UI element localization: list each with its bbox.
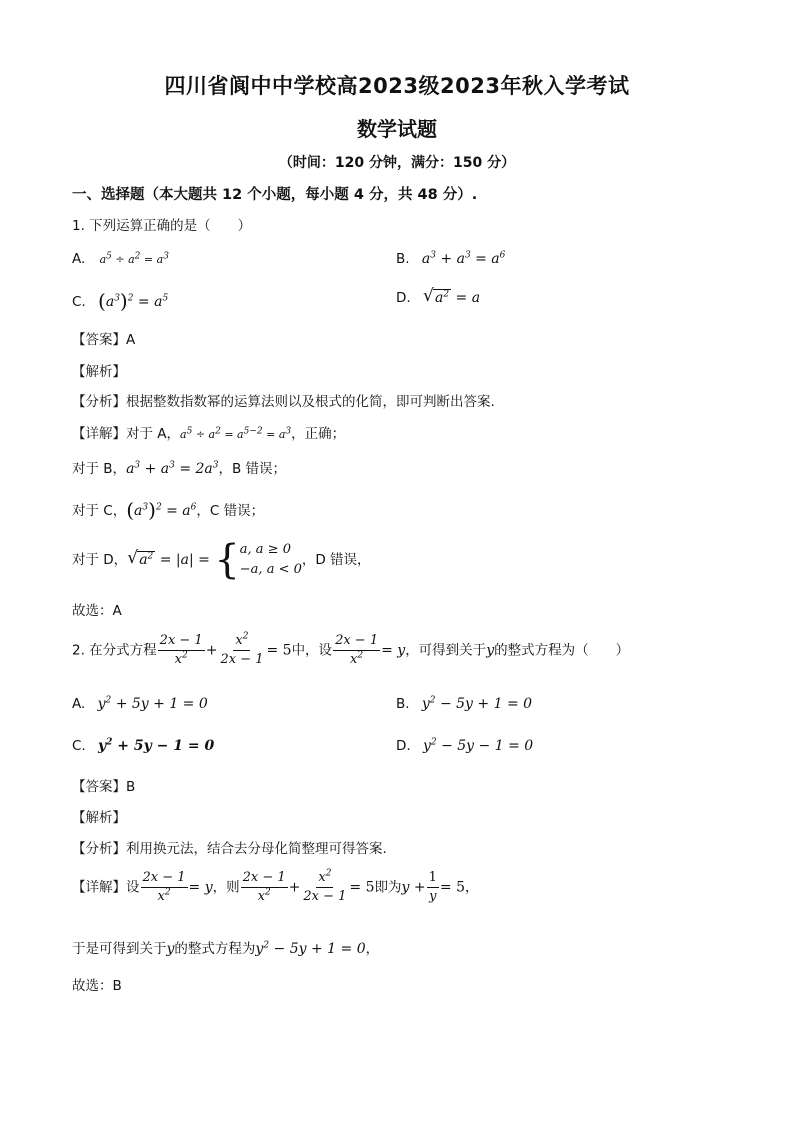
q1-detail-d: 对于 D，√ $a^2 = |a|$ = { a, a ≥ 0 −a, a < 0 ，D 错误， [72,540,371,580]
document-title: 四川省阆中中学校高2023级2023年秋入学考试 [164,74,630,98]
q2-option-a-label: A. [72,696,86,712]
q2-stem: 2. 在分式方程 $\frac{2x - 1}{x^2}$ + $\frac{x^2}{2x - 1}$ = 5中，设 $\frac{2x - 1}{x^2}$ = y，可得到关于y的整式方程为（ ） [72,631,630,667]
q1-detail-c: 对于 C，$(a^3)^2 = a^6$，C 错误； [72,498,265,522]
q1-option-d-label: D. [396,290,411,306]
q1-option-c: C. $(a^3)^2 = a^5$ [72,289,169,313]
q1-detail-b: 对于 B，$a^3 + a^3 = 2a^3$，B 错误； [72,460,287,477]
q2-analysis: 【分析】利用换元法，结合去分母化简整理可得答案. [72,841,387,857]
q1-conclusion: 故选：A [72,603,122,619]
q2-answer: 【答案】B [72,779,136,795]
q1-option-b: B. $a^3 + a^3 = a^6$ [396,250,506,267]
q2-option-b-label: B. [396,696,410,712]
q1-option-b-label: B. [396,251,410,267]
q2-option-b: B. $y^2 - 5y + 1 = 0$ [396,695,533,712]
q1-detail-a: 【详解】对于 A，$a^5 \div a^2 = a^{5-2} = a^3$，正确； [72,426,346,442]
q2-detail: 【详解】设 $\frac{2x - 1}{x^2}$ = y，则 $\frac{2x - 1}{x^2}$ + $\frac{x^2}{2x - 1}$ = 5即为y + $\frac{1}{y}$ = 5， [72,868,479,904]
q2-option-d: D. $y^2 - 5y - 1 = 0$ [396,737,534,754]
q2-result: 于是可得到关于y的整式方程为$y^2 - 5y + 1 = 0$， [72,940,380,957]
q1-option-c-label: C. [72,294,86,310]
q2-option-d-label: D. [396,738,411,754]
q1-answer: 【答案】A [72,332,136,348]
q1-option-a-label: A. [72,251,86,267]
q2-option-c: C. $y^2 + 5y - 1 = 0$ [72,737,215,754]
section-heading: 一、选择题（本大题共 12 个小题，每小题 4 分，共 48 分）. [72,187,478,203]
q1-option-d: D. √ $a^2 = a$ [396,289,480,306]
q1-jiexi: 【解析】 [72,364,126,380]
exam-info: （时间：120 分钟，满分：150 分） [278,155,516,171]
q1-stem: 1. 下列运算正确的是（ ） [72,218,252,234]
q2-option-a: A. $y^2 + 5y + 1 = 0$ [72,695,208,712]
q1-analysis: 【分析】根据整数指数幂的运算法则以及根式的化简，即可判断出答案. [72,394,495,410]
q2-conclusion: 故选：B [72,978,122,994]
document-subtitle: 数学试题 [357,117,437,141]
q2-jiexi: 【解析】 [72,810,126,826]
q2-option-c-label: C. [72,738,86,754]
q1-option-a: A. $a^5 \div a^2 = a^3$ [72,251,169,267]
